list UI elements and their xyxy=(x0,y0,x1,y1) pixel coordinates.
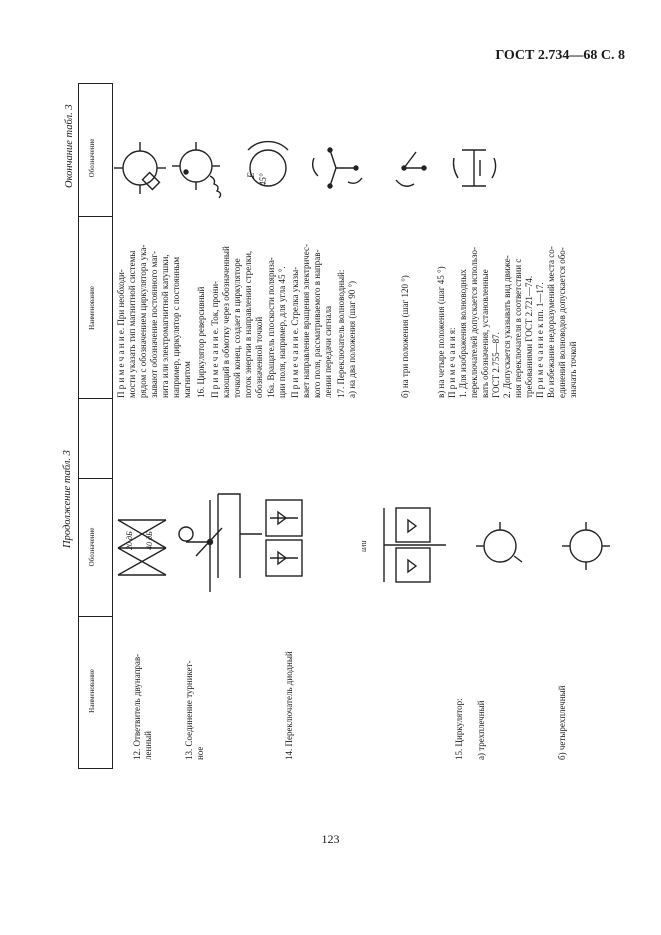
polarization-rotator-symbol xyxy=(248,142,288,186)
note-circulator-current: П р и м е ч а н и е. Ток, прони- кающий в обмотку через обозначенный точкой конец, создает в циркуляторе поток энергии в направлении стрелки, обозначенной точкой xyxy=(210,246,264,398)
right-col-header-name: Наименование xyxy=(88,286,96,330)
row-15a-name: а) трехплечный xyxy=(476,700,486,760)
note-circulator-magnet: П р и м е ч а н и е. При необходи- мости указать тип магнитной системы рядом с обозначением циркулятора ука- зывают обозначение постоянного маг- нита или электромагнитной катушки, например, циркулятор с постоянным магнитом xyxy=(116,244,192,398)
left-table-caption: Продолжение табл. 3 xyxy=(62,450,73,548)
row-14-name: 14. Переключатель диодный xyxy=(284,651,294,760)
rotator-label-45: 45° xyxy=(258,173,268,186)
turnstile-junction-symbol xyxy=(179,500,222,592)
row-15-name: 15. Циркулятор: xyxy=(454,698,464,760)
coupler-label-40db: 40 дБ xyxy=(145,531,154,550)
diode-switch-symbol-b xyxy=(384,508,446,582)
reversible-circulator-symbol xyxy=(313,148,362,188)
switch-two-position-symbol xyxy=(396,152,426,186)
item-16-reversible-circulator: 16. Циркулятор реверсивный xyxy=(196,286,206,398)
item-17-waveguide-switch: 17. Переключатель волноводный: а) на два положения (шаг 90 °) xyxy=(336,269,357,398)
note-rotation-arrow: П р и м е ч а н и е. Стрелка указы- вает направление вращения электричес- кого поля, рассматриваемого в направ- лении передачи сигнала xyxy=(290,243,333,398)
page-number: 123 xyxy=(321,832,340,846)
page-header: ГОСТ 2.734—68 С. 8 xyxy=(495,48,625,63)
left-col-header-name: Наименование xyxy=(88,669,96,713)
left-col-header-symbol: Обозначение xyxy=(88,527,96,567)
diode-switch-alt-label: или xyxy=(359,540,368,552)
circulator-three-arm-symbol xyxy=(476,522,522,562)
item-17b-three-positions: б) на три положения (шаг 120 °) xyxy=(400,275,410,398)
row-12-name: 12. Ответвитель двунаправ- ленный xyxy=(132,653,153,760)
rotator-label-e: E xyxy=(246,172,256,178)
coupler-label-20db: 20 дБ xyxy=(125,531,134,550)
circulator-coil-symbol xyxy=(172,142,221,198)
diode-switch-symbol-a xyxy=(218,494,302,578)
right-col-header-symbol: Обозначение xyxy=(88,138,96,178)
row-13-name: 13. Соединение турникет- ное xyxy=(184,660,205,760)
switch-four-position-symbol xyxy=(454,150,496,186)
row-15b-name: б) четырехплечный xyxy=(557,685,567,760)
item-17c-and-notes: в) на четыре положения (шаг 45 °) П р и м е ч а н и я: 1. Для изображения волноводных переключателей допускается использо- вать обозначения, установленные ГОСТ 2.755—87. 2. Допускается указывать вид движе- ния переключателя в соответствии с требованиями ГОСТ 2.721—74. П р и м е ч а н и е к пп. 1—17. Во избежание недоразумений места со- единений волноводов допускается обо- значать точкой xyxy=(436,246,578,398)
item-16a-polarization-rotator: 16а. Вращатель плоскости поляриза- ции поля, например, для угла 45 °. xyxy=(266,257,287,398)
circulator-four-arm-symbol xyxy=(562,522,610,570)
circulator-with-magnet-symbol xyxy=(114,142,166,194)
right-table-caption: Окончание табл. 3 xyxy=(64,104,75,188)
bidirectional-coupler-symbol xyxy=(118,520,166,575)
